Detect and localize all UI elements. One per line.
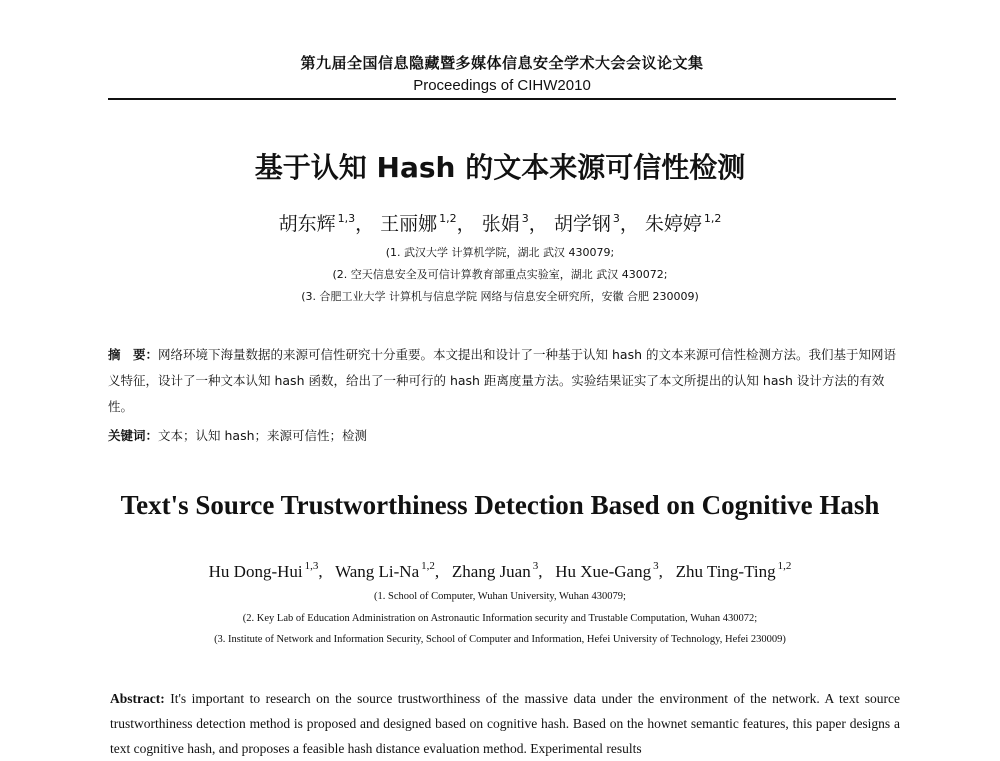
abstract-en [110,686,900,761]
author-cn: 朱婷婷 $^{1,2}$ [644,212,722,235]
abstract-text-en: It's important to research on the source trustworthiness of the massive data under the environment of the network. A text source trustworthiness detection method is proposed and designed based on cognitive hash. Based on the hownet semantic features, this paper designs a text cognitive hash, and proposes a feasible hash distance evaluation method. Experimental results [110,691,901,756]
keywords-cn [108,426,900,444]
affiliation-cn-1: (1. 武汉大学 计算机学院，湖北 武汉 430079; [385,246,615,259]
paper-title-cn: 基于认知 Hash 的文本来源可信性检测 [254,151,746,184]
abstract-label-en: Abstract: [110,691,165,706]
author-cn: 胡东辉 $^{1,3}$， [278,212,375,235]
paper-title-en: Text's Source Trustworthiness Detection Based on Cognitive Hash [120,490,880,520]
header-rule [108,98,896,100]
affiliation-en-1: (1. School of Computer, Wuhan University, Wuhan 430079; [374,591,626,602]
abstract-label-cn: 摘 要： [108,347,159,362]
keywords-label-cn: 关键词： [108,428,159,443]
author-en: Wang Li-Na $^{1,2}$, [335,560,448,581]
affiliation-en-2: (2. Key Lab of Education Administration on Astronautic Information security and Trustable Computation, Wuhan 430072; [242,613,758,624]
author-en: Hu Dong-Hui $^{1,3}$, [208,560,332,581]
affiliation-en-3: (3. Institute of Network and Information Security, School of Computer and Information, Hefei University of Technology, Hefei 230009) [214,634,786,645]
abstract-cn [108,342,900,420]
proceedings-header-cn: 第九届全国信息隐藏暨多媒体信息安全学术大会会议论文集 [300,54,704,72]
keywords-text-cn: 文本；认知 hash；来源可信性；检测 [158,428,368,443]
author-en: Zhu Ting-Ting $^{1,2}$ [675,560,792,581]
author-en: Hu Xue-Gang $^3$, [555,560,672,581]
author-cn: 张娟 $^3$， [481,212,548,235]
author-cn: 胡学钢 $^3$， [553,212,639,235]
author-list-cn [0,209,1000,236]
author-en: Zhang Juan $^3$, [451,560,551,581]
author-cn: 王丽娜 $^{1,2}$， [380,212,476,235]
affiliation-cn-2: (2. 空天信息安全及可信计算教育部重点实验室，湖北 武汉 430072; [332,268,668,281]
author-list-en [0,560,1000,582]
proceedings-header-en: Proceedings of CIHW2010 [413,77,591,94]
abstract-text-cn: 网络环境下海量数据的来源可信性研究十分重要。本文提出和设计了一种基于认知 hash 的文本来源可信性检测方法。我们基于知网语义特征，设计了一种文本认知 hash 函数，给出了一种可行的 hash 距离度量方法。实验结果证实了本文所提出的认知 hash 设计方法的有效性。 [108,347,896,414]
affiliation-cn-3: (3. 合肥工业大学 计算机与信息学院 网络与信息安全研究所，安徽 合肥 230009) [301,290,699,303]
